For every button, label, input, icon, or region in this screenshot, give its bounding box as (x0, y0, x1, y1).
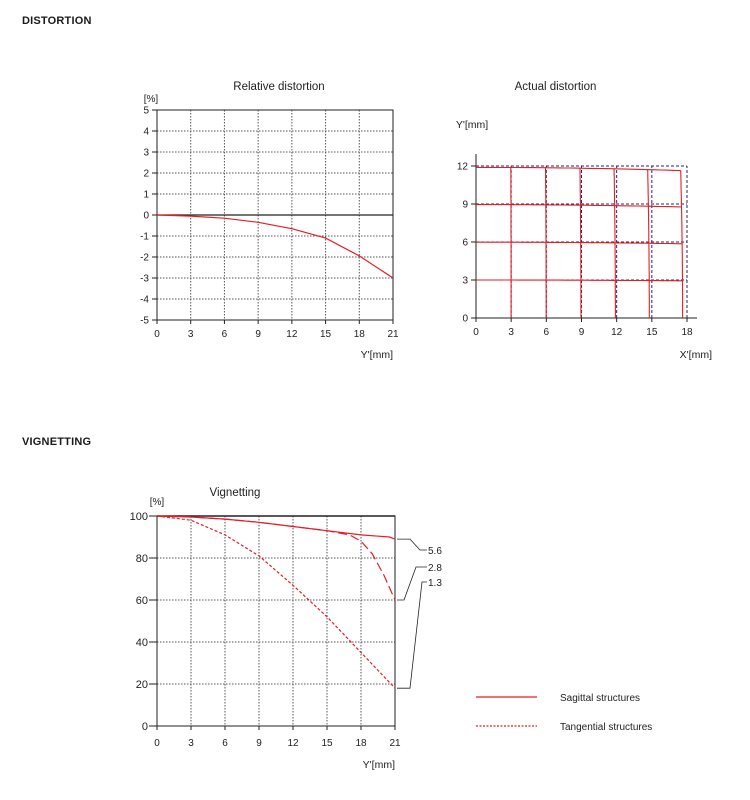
actual-y-tick-label: 0 (462, 313, 468, 325)
actual-y-tick-label: 12 (456, 161, 468, 173)
relative-x-axis-label: Y'[mm] (360, 349, 393, 361)
relative-y-tick-label: 2 (143, 168, 149, 180)
relative-x-tick-label: 9 (255, 329, 261, 340)
relative-y-tick-label: 3 (143, 147, 149, 159)
actual-y-tick-label: 6 (462, 237, 468, 249)
vignetting-aperture-label: 2.8 (428, 563, 442, 574)
vignetting-curve-1-3 (157, 516, 395, 688)
vignetting-curve-5-6 (157, 516, 395, 539)
vignetting-y-tick-label: 20 (135, 679, 148, 691)
vignetting-y-tick-label: 60 (135, 595, 148, 607)
actual-distorted-hline (476, 280, 683, 281)
relative-x-tick-label: 21 (387, 329, 399, 340)
section-title-vignetting: VIGNETTING (22, 436, 92, 448)
actual-distorted-vline (648, 170, 650, 318)
relative-y-tick-label: -1 (140, 231, 149, 243)
relative-y-tick-label: -4 (140, 294, 149, 306)
actual-x-tick-label: 6 (543, 327, 550, 338)
vignetting-y-tick-label: 100 (129, 511, 148, 523)
actual-y-tick-label: 9 (462, 199, 468, 211)
relative-x-tick-label: 6 (221, 329, 228, 340)
legend-sagittal-label: Sagittal structures (560, 693, 641, 704)
vignetting-y-tick-label: 40 (135, 637, 148, 649)
relative-y-tick-label: 4 (143, 126, 149, 138)
vignetting-x-tick-label: 6 (222, 738, 228, 749)
actual-x-tick-label: 3 (508, 327, 514, 338)
legend-tangential-label: Tangential structures (560, 722, 653, 733)
actual-distorted-hline (476, 167, 681, 170)
relative-x-tick-label: 3 (187, 329, 194, 340)
actual-x-tick-label: 9 (578, 327, 585, 338)
relative-y-tick-label: 0 (143, 210, 149, 222)
actual-x-tick-label: 15 (646, 327, 658, 338)
actual-x-tick-label: 12 (611, 327, 623, 338)
vignetting-x-tick-label: 15 (321, 738, 333, 749)
actual-y-axis-label: Y'[mm] (455, 119, 489, 131)
vignetting-aperture-label: 5.6 (428, 546, 442, 557)
relative-x-tick-label: 12 (286, 329, 298, 340)
actual-chart-title: Actual distortion (514, 81, 597, 93)
actual-distorted-hline (476, 205, 682, 207)
vignetting-x-tick-label: 12 (287, 738, 299, 749)
relative-x-tick-label: 15 (320, 329, 332, 340)
vignetting-y-tick-label: 80 (135, 553, 148, 565)
vignetting-chart-title: Vignetting (209, 487, 261, 499)
relative-x-tick-label: 18 (353, 329, 365, 340)
actual-x-axis-label: X'[mm] (679, 349, 712, 361)
relative-y-tick-label: -2 (140, 252, 149, 264)
vignetting-leader-line (397, 567, 427, 600)
vignetting-y-tick-label: 0 (141, 721, 148, 733)
vignetting-x-tick-label: 0 (154, 738, 160, 749)
vignetting-leader-line (397, 539, 427, 550)
relative-distortion-curve (157, 215, 393, 278)
vignetting-x-tick-label: 3 (188, 738, 194, 749)
relative-chart-title: Relative distortion (233, 81, 325, 93)
vignetting-x-axis-label: Y'[mm] (362, 759, 395, 771)
relative-x-tick-label: 0 (154, 329, 160, 340)
vignetting-leader-line (397, 582, 427, 688)
actual-y-tick-label: 3 (462, 275, 468, 287)
vignetting-x-tick-label: 18 (355, 738, 367, 749)
vignetting-aperture-label: 1.3 (428, 578, 442, 589)
section-title-distortion: DISTORTION (22, 15, 92, 27)
vignetting-plot-frame (157, 516, 395, 726)
vignetting-x-tick-label: 9 (256, 738, 262, 749)
actual-x-tick-label: 0 (473, 327, 479, 338)
relative-y-tick-label: -3 (140, 273, 149, 285)
relative-y-tick-label: -5 (140, 315, 149, 327)
relative-y-unit-label: [%] (143, 94, 159, 105)
relative-y-tick-label: 1 (143, 189, 149, 201)
actual-x-tick-label: 18 (681, 327, 693, 338)
vignetting-x-tick-label: 21 (389, 738, 401, 749)
vignetting-y-unit-label: [%] (149, 497, 165, 508)
relative-y-tick-label: 5 (143, 105, 149, 117)
actual-distorted-vline (546, 168, 547, 318)
